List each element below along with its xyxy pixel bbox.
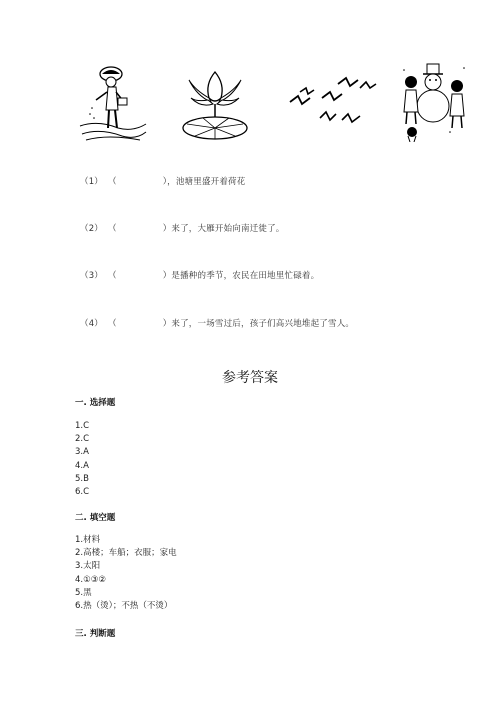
question-number: （1） [80, 177, 104, 187]
question-number: （2） [80, 224, 104, 234]
list-item: 1.C [75, 421, 90, 431]
question-1 [80, 175, 245, 187]
question-text: ）来了，一场雪过后，孩子们高兴地堆起了雪人。 [162, 319, 355, 329]
section-title-fill: 二. 填空题 [75, 513, 116, 523]
question-4 [80, 317, 354, 329]
question-number: （4） [80, 319, 104, 329]
answer-title: 参考答案 [222, 370, 278, 386]
list-item: 3.A [75, 447, 89, 458]
question-open-paren: （ [108, 224, 117, 234]
question-open-paren: （ [108, 177, 117, 187]
geese-flying-illustration [280, 62, 380, 142]
farmer-sowing-illustration [78, 62, 148, 142]
list-item: 5.B [75, 473, 89, 484]
answer-list-fill [75, 534, 177, 613]
lotus-illustration [175, 62, 255, 142]
section-title-choice: 一. 选择题 [75, 398, 116, 408]
list-item: 1.材料 [75, 535, 101, 545]
list-item: 6.C [75, 487, 90, 498]
list-item: 4.①③② [75, 574, 106, 585]
answer-list-choice [75, 420, 89, 499]
section-title-judge: 三. 判断题 [75, 629, 116, 639]
list-item: 2.高楼；车船；衣服；家电 [75, 548, 177, 559]
question-2 [80, 222, 285, 234]
list-item: 5.黑 [75, 587, 92, 598]
question-text: ），池塘里盛开着荷花 [162, 177, 246, 187]
list-item: 2.C [75, 434, 90, 445]
question-open-paren: （ [108, 271, 117, 281]
list-item: 4.A [75, 460, 89, 471]
question-open-paren: （ [108, 319, 117, 329]
question-text: ）是播种的季节，农民在田地里忙碌着。 [162, 271, 320, 281]
list-item: 6.热（烫）；不热（不烫） [75, 601, 173, 612]
illustrations-row [70, 62, 470, 142]
list-item: 3.太阳 [75, 561, 101, 572]
question-3 [80, 269, 319, 281]
snowman-children-illustration [400, 62, 470, 142]
question-text: ）来了，大雁开始向南迁徙了。 [162, 224, 285, 234]
question-number: （3） [80, 271, 104, 281]
